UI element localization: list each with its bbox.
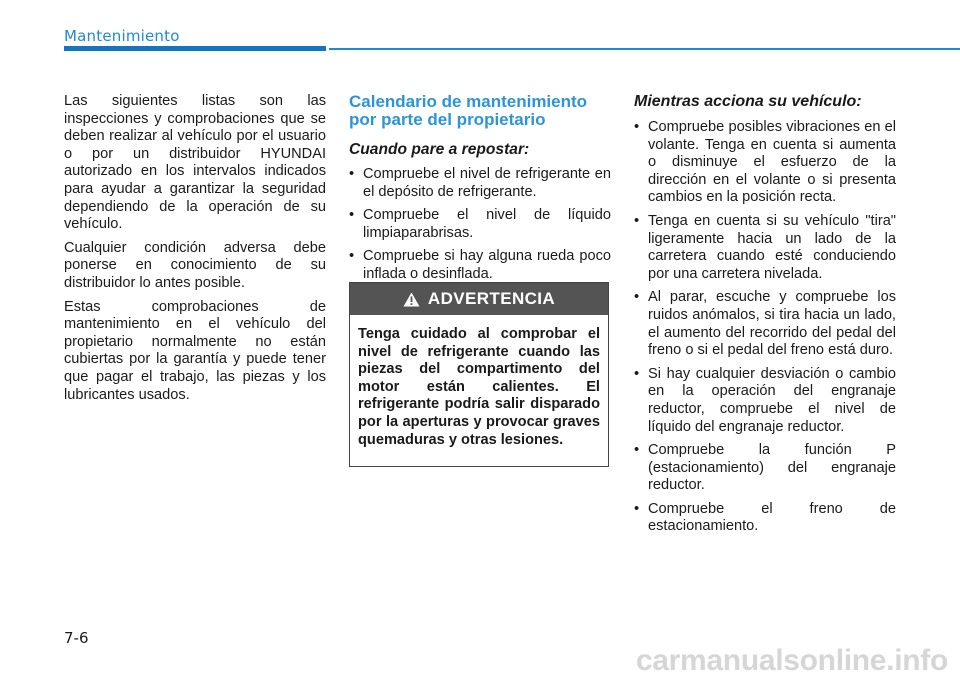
list-item: • Compruebe la función P (estacionamiento) del engranaje reductor. (634, 442, 896, 495)
list-item: • Compruebe si hay alguna rueda poco inflada o desinflada. (349, 248, 611, 283)
refuel-subheading: Cuando pare a repostar: (349, 141, 530, 158)
list-item: • Compruebe posibles vibraciones en el volante. Tenga en cuenta si aumenta o disminuye el esfuerzo de la dirección en el volante o si presenta cambios en la posición recta. (634, 119, 896, 207)
intro-paragraph: Estas comprobaciones de mantenimiento en el vehículo del propietario normalmente no están cubiertas por la garantía y puede tener que pagar el trabajo, las piezas y los lubricantes usados. (64, 298, 326, 403)
list-item: • Compruebe el nivel de líquido limpiaparabrisas. (349, 207, 611, 242)
warning-header (350, 283, 608, 315)
intro-paragraph: Cualquier condición adversa debe ponerse en conocimiento de su distribuidor lo antes posible. (64, 239, 326, 291)
refuel-checklist (349, 166, 611, 284)
list-item: • Al parar, escuche y compruebe los ruidos anómalos, si tira hacia un lado, el aumento del recorrido del pedal del freno o si el pedal del freno está duro. (634, 289, 896, 359)
warning-title: ADVERTENCIA (427, 289, 556, 308)
owner-schedule-heading: Calendario de mantenimiento por parte del propietario (349, 92, 588, 129)
intro-paragraph: Las siguientes listas son las inspecciones y comprobaciones que se deben realizar al vehículo por el usuario o por un distribuidor HYUNDAI autorizado en los intervalos indicados para ayudar a garantizar la seguridad dependiendo de la operación de su vehículo. (64, 93, 326, 233)
list-item: • Compruebe el freno de estacionamiento. (634, 501, 896, 536)
page-number: 7-6 (64, 629, 89, 647)
warning-triangle-icon (403, 292, 420, 307)
warning-text: Tenga cuidado al comprobar el nivel de refrigerante cuando las piezas del compartimento del motor están calientes. El refrigerante podría salir disparado por la aperturas y provocar graves quemaduras y otras lesiones. (358, 326, 600, 448)
list-item: • Si hay cualquier desviación o cambio en la operación del engranaje reductor, compruebe el nivel de líquido del engranaje reductor. (634, 366, 896, 436)
header-rule-thin (329, 48, 960, 50)
warning-box (349, 282, 609, 467)
column-intro (64, 93, 326, 410)
section-title: Mantenimiento (64, 27, 180, 45)
list-item: • Tenga en cuenta si su vehículo "tira" ligeramente hacia un lado de la carretera cuando esté conduciendo por una carretera nivelada. (634, 213, 896, 283)
driving-subheading: Mientras acciona su vehículo: (634, 93, 862, 110)
column-while-driving (634, 93, 896, 542)
watermark: carmanualsonline.info (635, 644, 948, 677)
list-item: • Compruebe el nivel de refrigerante en el depósito de refrigerante. (349, 166, 611, 201)
driving-checklist (634, 119, 896, 536)
column-owner-schedule (349, 93, 611, 290)
header-rule-thick (64, 46, 326, 51)
